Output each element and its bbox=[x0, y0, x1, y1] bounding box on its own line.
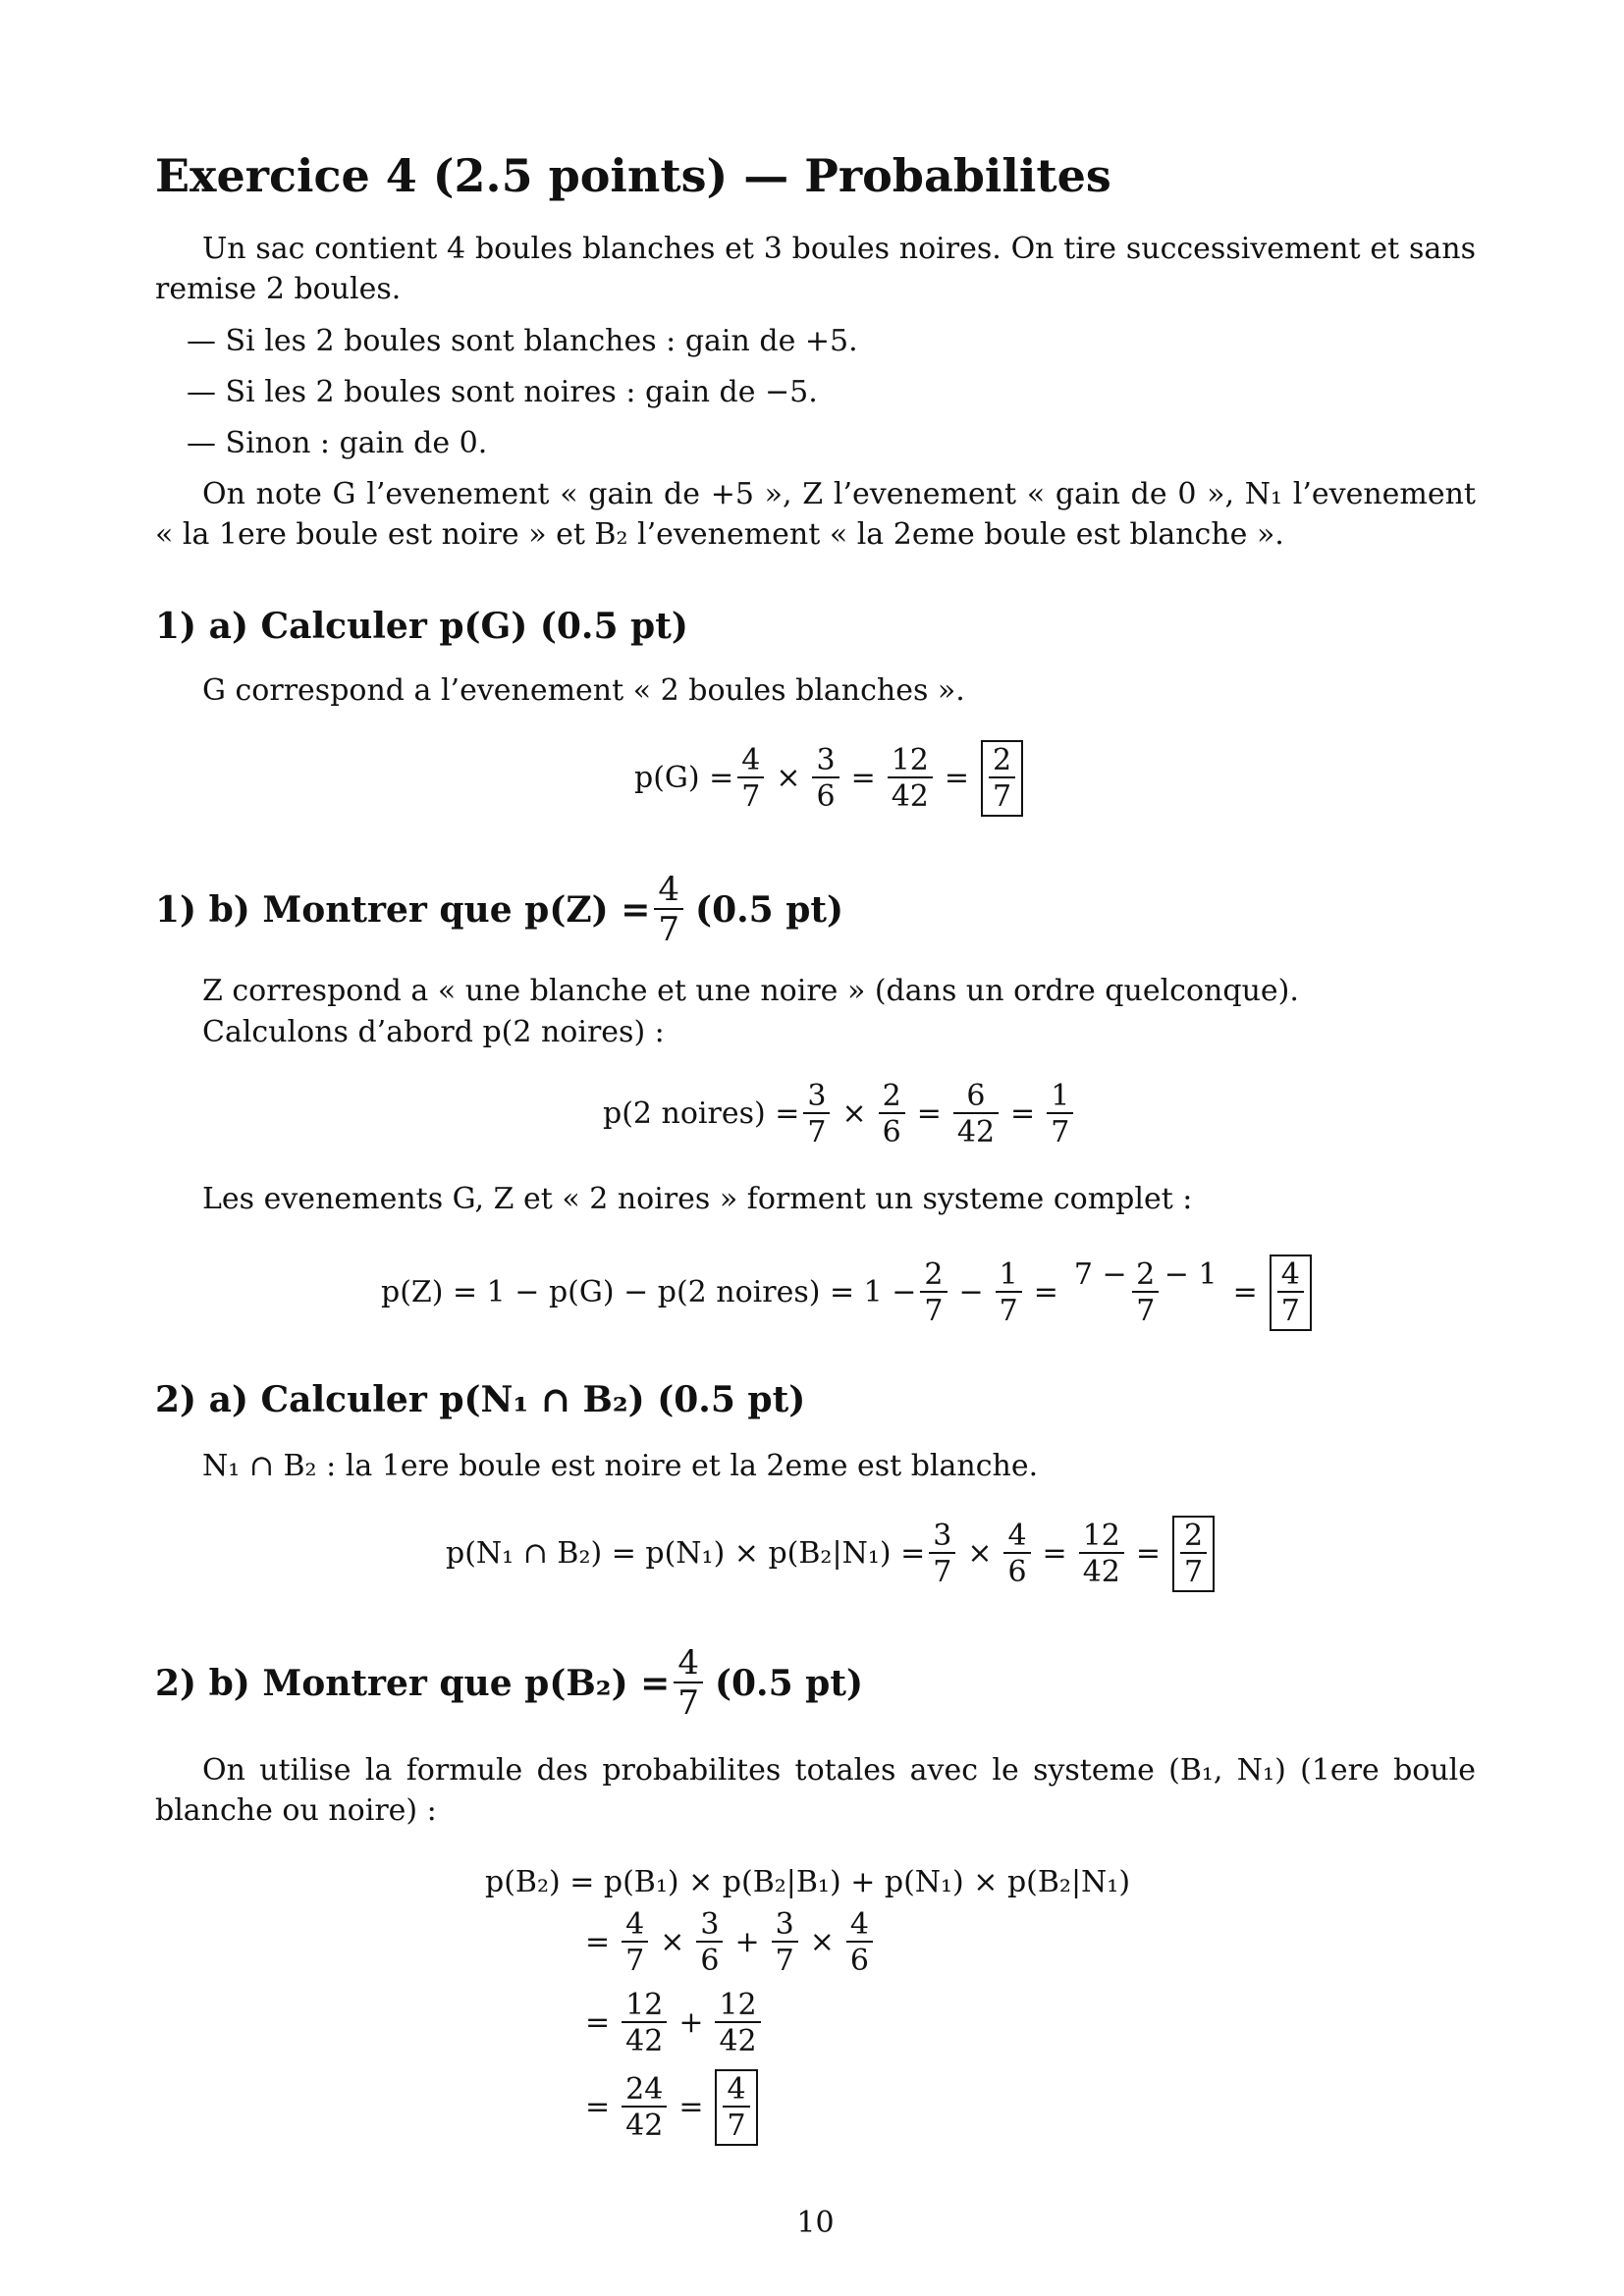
question-1a-text: G correspond a l’evenement « 2 boules blanches ». bbox=[202, 673, 965, 708]
exercise-title: Exercice 4 (2.5 points) — Probabilites bbox=[155, 149, 1111, 202]
operator: = bbox=[944, 760, 970, 795]
fraction: $\frac{12}{42}$ bbox=[622, 1989, 667, 2057]
bullet-item: — Sinon : gain de 0. bbox=[187, 426, 488, 460]
fraction: $\frac{3}{7}$ bbox=[772, 1908, 798, 1977]
notation-paragraph: On note G l’evenement « gain de +5 », Z l’evenement « gain de 0 », N₁ l’evenement « la 1ere boule est noire » et B₂ l’evenement « la 2eme boule est blanche ». bbox=[155, 477, 1476, 552]
fraction: $\frac{7 - 2 - 1}{7}$ bbox=[1073, 1257, 1218, 1328]
question-1b-text: Les evenements G, Z et « 2 noires » forment un systeme complet : bbox=[202, 1182, 1193, 1216]
fraction: $\frac{24}{42}$ bbox=[622, 2073, 667, 2142]
fraction: $\frac{12}{42}$ bbox=[1079, 1520, 1124, 1588]
question-1b-text: Z correspond a « une blanche et une noire » (dans un ordre quelconque). bbox=[202, 974, 1299, 1008]
operator: × bbox=[776, 760, 801, 795]
intro-paragraph: Un sac contient 4 boules blanches et 3 boules noires. On tire successivement et sans remise 2 boules. bbox=[155, 232, 1476, 306]
fraction: $\frac{2}{7}$ bbox=[920, 1258, 947, 1327]
fraction: $\frac{4}{7}$ bbox=[622, 1908, 648, 1977]
boxed-result: 4 7 bbox=[715, 2069, 757, 2146]
page-number: 10 bbox=[796, 2206, 835, 2240]
fraction: $\frac{3}{7}$ bbox=[929, 1520, 955, 1588]
fraction: $\frac{4}{6}$ bbox=[846, 1908, 873, 1977]
fraction: $\frac{1}{7}$ bbox=[1047, 1080, 1073, 1148]
fraction: $\frac{4}{7}$ bbox=[674, 1645, 703, 1723]
boxed-result: 4 7 bbox=[1270, 1255, 1312, 1331]
equation-pB2-line3: = $\frac{12}{42}$ + $\frac{12}{42}$ bbox=[577, 1989, 765, 2057]
fraction: $\frac{1}{7}$ bbox=[996, 1258, 1022, 1327]
equation-pZ: p(Z) = 1 − p(G) − p(2 noires) = 1 − $\frac{2}{7}$ − $\frac{1}{7}$ = $\frac{7 - 2 - 1}{7}$ = 4 7 bbox=[381, 1255, 1312, 1331]
fraction: $\frac{3}{7}$ bbox=[803, 1080, 830, 1148]
fraction: $\frac{4}{7}$ bbox=[737, 744, 764, 813]
boxed-result: 2 7 bbox=[1172, 1516, 1215, 1592]
equation-lhs: p(G) = bbox=[634, 760, 734, 795]
fraction: $\frac{6}{42}$ bbox=[953, 1080, 999, 1148]
fraction: $\frac{12}{42}$ bbox=[715, 1989, 760, 2057]
fraction: $\frac{2}{6}$ bbox=[879, 1080, 905, 1148]
question-2b-heading: 2) b) Montrer que p(B₂) = $\frac{4}{7}$ (0.5 pt) bbox=[155, 1643, 863, 1724]
operator: = bbox=[850, 760, 876, 795]
equation-p2noires: p(2 noires) = $\frac{3}{7}$ × $\frac{2}{6}$ = $\frac{6}{42}$ = $\frac{1}{7}$ bbox=[603, 1080, 1077, 1148]
bullet-item: — Si les 2 boules sont blanches : gain de +5. bbox=[187, 324, 858, 358]
fraction: $\frac{3}{6}$ bbox=[696, 1908, 723, 1977]
question-1a-heading: 1) a) Calculer p(G) (0.5 pt) bbox=[155, 606, 688, 647]
fraction: $\frac{12}{42}$ bbox=[888, 744, 933, 813]
fraction: $\frac{4}{6}$ bbox=[1003, 1520, 1030, 1588]
equation-pN1B2: p(N₁ ∩ B₂) = p(N₁) × p(B₂|N₁) = $\frac{3}{7}$ × $\frac{4}{6}$ = $\frac{12}{42}$ = 2 7 bbox=[446, 1516, 1215, 1592]
equation-pB2-line2: = $\frac{4}{7}$ × $\frac{3}{6}$ + $\frac{3}{7}$ × $\frac{4}{6}$ bbox=[577, 1908, 877, 1977]
question-2b-text: On utilise la formule des probabilites totales avec le systeme (B₁, N₁) (1ere boule blanche ou noire) : bbox=[155, 1753, 1476, 1828]
question-2a-heading: 2) a) Calculer p(N₁ ∩ B₂) (0.5 pt) bbox=[155, 1379, 806, 1420]
boxed-result: 2 7 bbox=[981, 740, 1023, 817]
question-1b-heading: 1) b) Montrer que p(Z) = $\frac{4}{7}$ (0.5 pt) bbox=[155, 870, 844, 950]
equation-pB2-line1: p(B₂) = p(B₁) × p(B₂|B₁) + p(N₁) × p(B₂|N₁) bbox=[485, 1865, 1131, 1899]
fraction: $\frac{3}{6}$ bbox=[812, 744, 839, 813]
bullet-item: — Si les 2 boules sont noires : gain de −5. bbox=[187, 375, 818, 409]
equation-pG bbox=[634, 740, 1023, 817]
fraction: $\frac{4}{7}$ bbox=[654, 872, 683, 949]
question-2a-text: N₁ ∩ B₂ : la 1ere boule est noire et la 2eme est blanche. bbox=[202, 1449, 1039, 1483]
equation-pB2-line4: = $\frac{24}{42}$ = 4 7 bbox=[577, 2069, 758, 2146]
question-1b-text: Calculons d’abord p(2 noires) : bbox=[202, 1015, 665, 1049]
